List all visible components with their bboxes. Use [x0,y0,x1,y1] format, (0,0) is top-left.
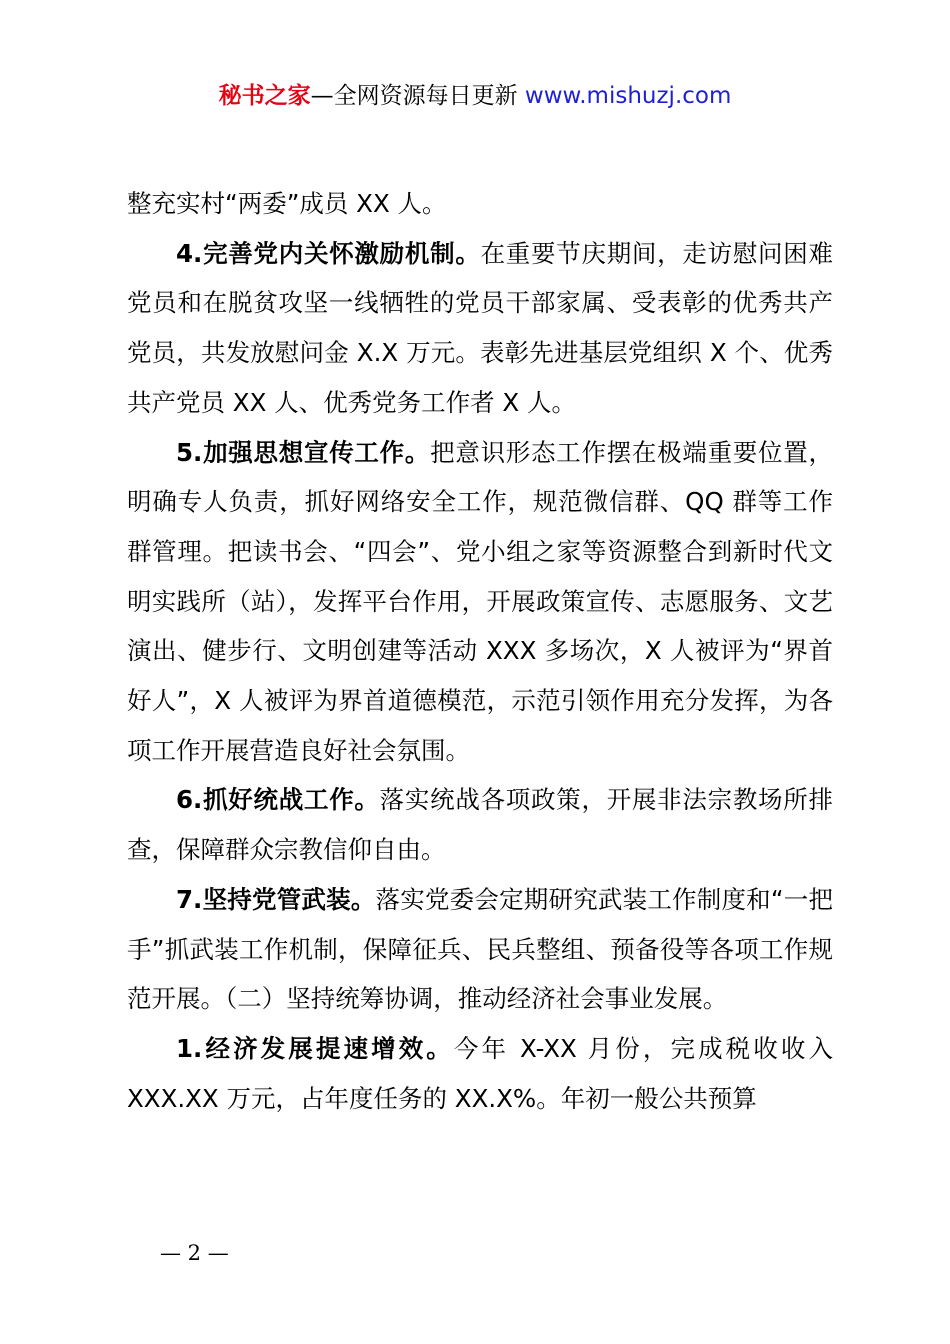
paragraph-item-1 [127,1024,833,1123]
paragraph-item-7 [127,875,833,1024]
site-tagline: —全网资源每日更新 [310,83,525,109]
paragraph-item-6 [127,775,833,874]
site-url-link[interactable]: www.mishuzj.com [524,83,732,109]
paragraph-heading: 7.坚持党管武装。 [176,884,376,914]
paragraph-text: 今年 X-XX 月份，完成税收收入 XXX.XX 万元，占年度任务的 XX.X%。年初一般公共预算 [127,1033,833,1113]
paragraph-heading: 5.加强思想宣传工作。 [176,437,431,467]
paragraph-item-4 [127,229,833,428]
paragraph-text: 落实统战各项政策，开展非法宗教场所排查，保障群众宗教信仰自由。 [127,785,834,865]
paragraph-item-5 [127,428,833,776]
site-header [0,78,950,114]
site-brand: 秘书之家 [218,83,311,109]
document-body [127,179,833,1123]
paragraph-heading: 4.完善党内关怀激励机制。 [176,238,481,268]
paragraph-heading: 1.经济发展提速增效。 [176,1033,454,1063]
paragraph-text: 把意识形态工作摆在极端重要位置，明确专人负责，抓好网络安全工作，规范微信群、QQ 群等工作群管理。把读书会、“四会”、党小组之家等资源整合到新时代文明实践所（站），发挥平台作用，开展政策宣传、志愿服务、文艺演出、健步行、文明创建等活动 XXX 多场次，X 人被评为“界首好人”，X 人被评为界首道德模范，示范引领作用充分发挥，为各项工作开展营造良好社会氛围。 [127,437,834,765]
paragraph-text: 整充实村“两委”成员 XX 人。 [127,189,447,218]
paragraph-text: 落实党委会定期研究武装工作制度和“一把手”抓武装工作机制，保障征兵、民兵整组、预备役等各项工作规范开展。（二）坚持统筹协调，推动经济社会事业发展。 [127,884,833,1014]
paragraph-heading: 6.抓好统战工作。 [176,785,380,815]
paragraph-continuation [127,179,833,229]
paragraph-text: 在重要节庆期间，走访慰问困难党员和在脱贫攻坚一线牺牲的党员干部家属、受表彰的优秀共产党员，共发放慰问金 X.X 万元。表彰先进基层党组织 X 个、优秀共产党员 XX 人、优秀党务工作者 X 人。 [127,238,833,417]
page-number: — 2 — [160,1241,229,1265]
